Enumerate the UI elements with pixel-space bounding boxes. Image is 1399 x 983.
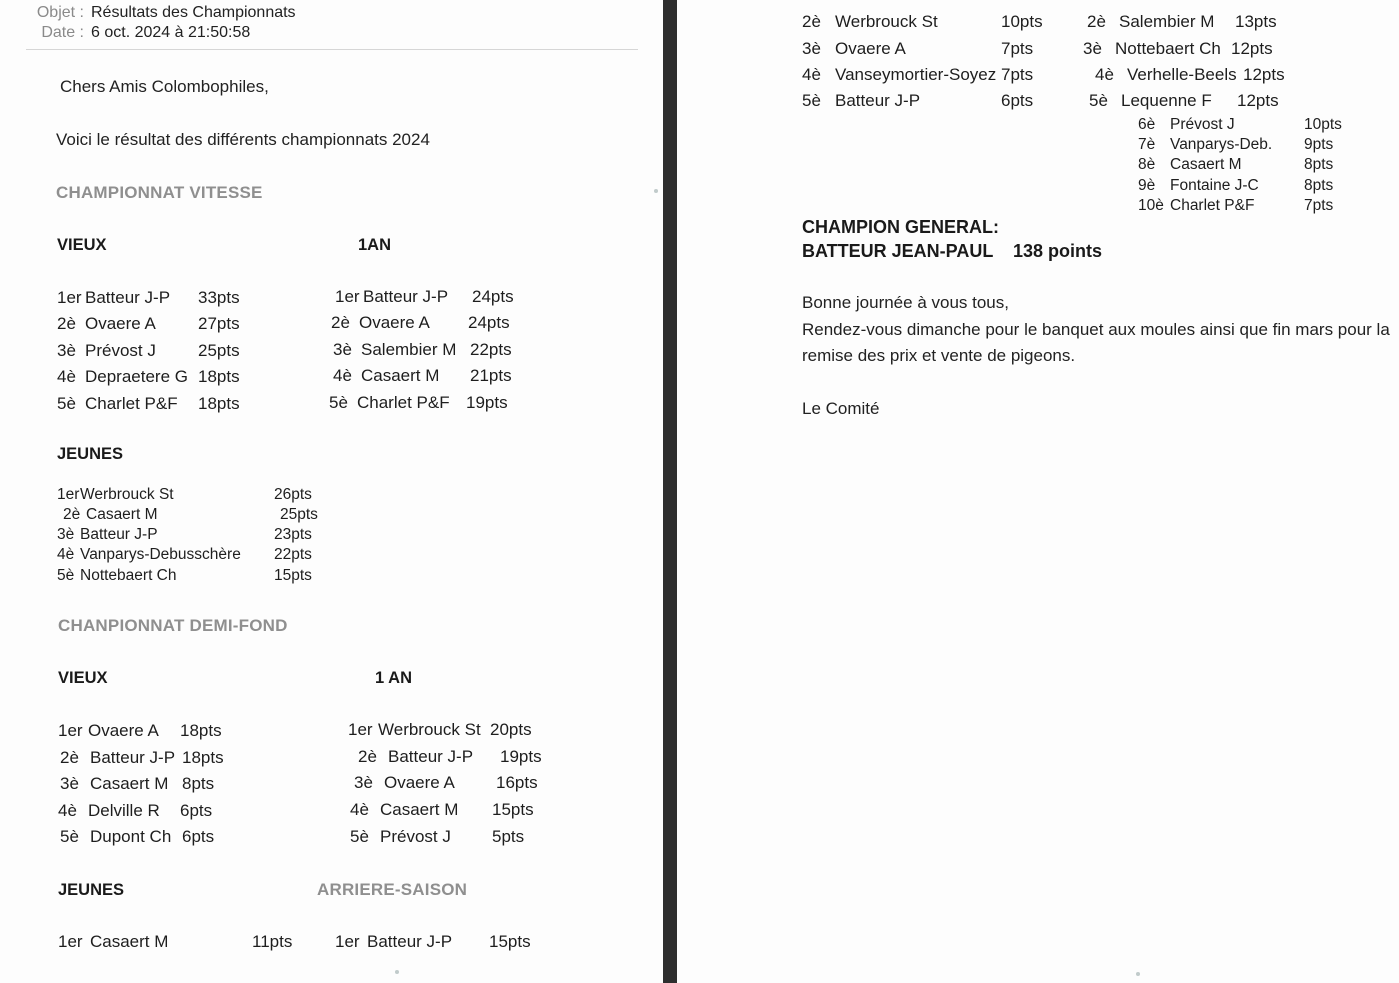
ranking-pts: 21pts <box>470 366 512 385</box>
ranking-pts: 9pts <box>1304 136 1334 153</box>
ranking-pts: 18pts <box>198 367 240 386</box>
champion-name: BATTEUR JEAN-PAUL <box>802 241 994 261</box>
ranking-name: Dupont Ch <box>90 827 172 846</box>
ranking-rank: 4è <box>57 546 75 563</box>
ranking-name: Vanseymortier-Soyez <box>835 65 997 84</box>
ranking-name: Prévost J <box>1170 116 1235 133</box>
ranking-name: Casaert M <box>86 506 158 523</box>
ranking-pts: 33pts <box>198 288 240 307</box>
ranking-name: Salembier M <box>361 340 457 359</box>
ranking-pts: 15pts <box>274 567 312 584</box>
ranking-rank: 8è <box>1138 156 1156 173</box>
ranking-rank: 5è <box>350 827 369 846</box>
section-title-demi-fond: CHANPIONNAT DEMI-FOND <box>58 616 288 635</box>
ranking-pts: 22pts <box>274 546 312 563</box>
subject-value: Résultats des Championnats <box>91 4 296 21</box>
category-label-arriere-saison: ARRIERE-SAISON <box>317 880 468 899</box>
ranking-name: Casaert M <box>361 366 440 385</box>
ranking-rank: 1er <box>58 721 83 740</box>
ranking-pts: 5pts <box>492 827 525 846</box>
ranking-name: Ovaere A <box>835 39 906 58</box>
ranking-pts: 7pts <box>1001 65 1034 84</box>
ranking-name: Batteur J-P <box>80 526 158 543</box>
ranking-name: Batteur J-P <box>85 288 171 307</box>
page-divider <box>663 0 677 983</box>
ranking-rank: 1er <box>335 287 360 306</box>
closing-line-1: Bonne journée à vous tous, <box>802 293 1009 312</box>
ranking-rank: 2è <box>63 506 81 523</box>
ranking-rank: 5è <box>57 394 76 413</box>
ranking-pts: 18pts <box>180 721 222 740</box>
ranking-rank: 3è <box>1083 39 1102 58</box>
ranking-rank: 4è <box>57 367 76 386</box>
ranking-name: Prévost J <box>380 827 451 846</box>
ranking-pts: 18pts <box>198 394 240 413</box>
ranking-name: Charlet P&F <box>85 394 178 413</box>
ranking-rank: 3è <box>802 39 821 58</box>
ranking-rank: 2è <box>331 313 350 332</box>
category-label-demi-fond-vieux: VIEUX <box>58 669 108 687</box>
ranking-rank: 3è <box>354 773 373 792</box>
ranking-rank: 4è <box>1095 65 1114 84</box>
document-page-left <box>0 0 663 983</box>
scan-speck <box>395 970 399 974</box>
ranking-name: Werbrouck St <box>378 720 481 739</box>
ranking-pts: 12pts <box>1231 39 1273 58</box>
ranking-name: Delville R <box>88 801 160 820</box>
ranking-rank: 1er <box>348 720 373 739</box>
ranking-pts: 8pts <box>182 774 215 793</box>
ranking-rank: 4è <box>802 65 821 84</box>
ranking-pts: 12pts <box>1237 91 1279 110</box>
ranking-name: Depraetere G <box>85 367 188 386</box>
ranking-pts: 13pts <box>1235 12 1277 31</box>
ranking-rank: 1er <box>58 932 83 951</box>
ranking-rank: 4è <box>333 366 352 385</box>
ranking-rank: 2è <box>60 748 79 767</box>
ranking-name: Batteur J-P <box>363 287 449 306</box>
ranking-name: Batteur J-P <box>388 747 474 766</box>
ranking-rank: 5è <box>1089 91 1108 110</box>
category-label-vitesse-jeunes: JEUNES <box>57 445 124 463</box>
ranking-rank: 3è <box>60 774 79 793</box>
ranking-name: Fontaine J-C <box>1170 177 1259 194</box>
ranking-pts: 6pts <box>180 801 213 820</box>
scan-speck <box>1136 972 1140 976</box>
ranking-rank: 2è <box>358 747 377 766</box>
ranking-pts: 19pts <box>500 747 542 766</box>
ranking-name: Casaert M <box>90 774 169 793</box>
ranking-pts: 7pts <box>1304 197 1334 214</box>
champion-points: 138 points <box>1013 241 1103 261</box>
ranking-name: Werbrouck St <box>835 12 938 31</box>
ranking-rank: 2è <box>57 314 76 333</box>
ranking-rank: 7è <box>1138 136 1156 153</box>
ranking-name: Nottebaert Ch <box>80 567 177 584</box>
ranking-rank: 2è <box>802 12 821 31</box>
ranking-rank: 5è <box>802 91 821 110</box>
ranking-rank: 3è <box>57 526 75 543</box>
ranking-pts: 7pts <box>1001 39 1034 58</box>
category-label-demi-fond-1an: 1 AN <box>375 669 412 687</box>
ranking-pts: 24pts <box>468 313 510 332</box>
ranking-rank: 10è <box>1138 197 1164 214</box>
ranking-name: Werbrouck St <box>80 486 174 503</box>
ranking-pts: 6pts <box>182 827 215 846</box>
ranking-name: Ovaere A <box>384 773 455 792</box>
ranking-rank: 3è <box>57 341 76 360</box>
ranking-rank: 5è <box>329 393 348 412</box>
ranking-pts: 8pts <box>1304 177 1334 194</box>
ranking-name: Prévost J <box>85 341 156 360</box>
ranking-name: Casaert M <box>1170 156 1242 173</box>
ranking-pts: 27pts <box>198 314 240 333</box>
category-label-vitesse-vieux: VIEUX <box>57 236 107 254</box>
scan-speck <box>654 189 658 193</box>
greeting: Chers Amis Colombophiles, <box>60 77 269 96</box>
ranking-pts: 10pts <box>1001 12 1043 31</box>
ranking-rank: 6è <box>1138 116 1156 133</box>
closing-line-2: Rendez-vous dimanche pour le banquet aux moules ainsi que fin mars pour la <box>802 320 1390 339</box>
ranking-pts: 6pts <box>1001 91 1034 110</box>
ranking-name: Batteur J-P <box>367 932 453 951</box>
ranking-rank: 2è <box>1087 12 1106 31</box>
ranking-name: Nottebaert Ch <box>1115 39 1221 58</box>
ranking-name: Ovaere A <box>359 313 430 332</box>
ranking-pts: 10pts <box>1304 116 1342 133</box>
ranking-pts: 26pts <box>274 486 312 503</box>
ranking-rank: 3è <box>333 340 352 359</box>
ranking-name: Lequenne F <box>1121 91 1212 110</box>
ranking-name: Casaert M <box>380 800 459 819</box>
ranking-rank: 1er <box>57 486 80 503</box>
ranking-pts: 19pts <box>466 393 508 412</box>
ranking-rank: 1er <box>57 288 82 307</box>
date-value: 6 oct. 2024 à 21:50:58 <box>91 24 251 41</box>
ranking-name: Verhelle-Beels <box>1127 65 1237 84</box>
ranking-name: Vanparys-Deb. <box>1170 136 1273 153</box>
ranking-pts: 15pts <box>489 932 531 951</box>
champion-label: CHAMPION GENERAL: <box>802 217 999 237</box>
ranking-rank: 1er <box>335 932 360 951</box>
ranking-pts: 8pts <box>1304 156 1334 173</box>
ranking-pts: 23pts <box>274 526 312 543</box>
ranking-rank: 4è <box>350 800 369 819</box>
category-label-demi-fond-jeunes: JEUNES <box>58 881 125 899</box>
ranking-name: Salembier M <box>1119 12 1215 31</box>
document-page-right <box>677 0 1399 983</box>
ranking-pts: 24pts <box>472 287 514 306</box>
ranking-pts: 11pts <box>252 932 293 951</box>
ranking-rank: 5è <box>60 827 79 846</box>
date-label: Date : <box>41 24 84 41</box>
intro-text: Voici le résultat des différents championnats 2024 <box>56 130 430 149</box>
ranking-name: Batteur J-P <box>835 91 921 110</box>
ranking-name: Charlet P&F <box>357 393 450 412</box>
category-label-vitesse-1an: 1AN <box>358 236 392 254</box>
ranking-name: Casaert M <box>90 932 169 951</box>
header-divider <box>26 49 638 50</box>
ranking-name: Charlet P&F <box>1170 197 1255 214</box>
closing-line-3: remise des prix et vente de pigeons. <box>802 346 1076 365</box>
ranking-rank: 4è <box>58 801 77 820</box>
ranking-pts: 18pts <box>182 748 224 767</box>
ranking-rank: 9è <box>1138 177 1156 194</box>
ranking-pts: 25pts <box>280 506 318 523</box>
ranking-name: Ovaere A <box>88 721 159 740</box>
subject-label: Objet : <box>36 4 84 21</box>
ranking-pts: 12pts <box>1243 65 1285 84</box>
ranking-name: Batteur J-P <box>90 748 176 767</box>
ranking-pts: 20pts <box>490 720 532 739</box>
signature: Le Comité <box>802 399 880 418</box>
ranking-rank: 5è <box>57 567 75 584</box>
ranking-pts: 16pts <box>496 773 538 792</box>
ranking-pts: 25pts <box>198 341 240 360</box>
ranking-name: Ovaere A <box>85 314 156 333</box>
ranking-pts: 15pts <box>492 800 534 819</box>
ranking-pts: 22pts <box>470 340 512 359</box>
ranking-name: Vanparys-Debusschère <box>80 546 241 563</box>
section-title-vitesse: CHAMPIONNAT VITESSE <box>56 183 263 202</box>
